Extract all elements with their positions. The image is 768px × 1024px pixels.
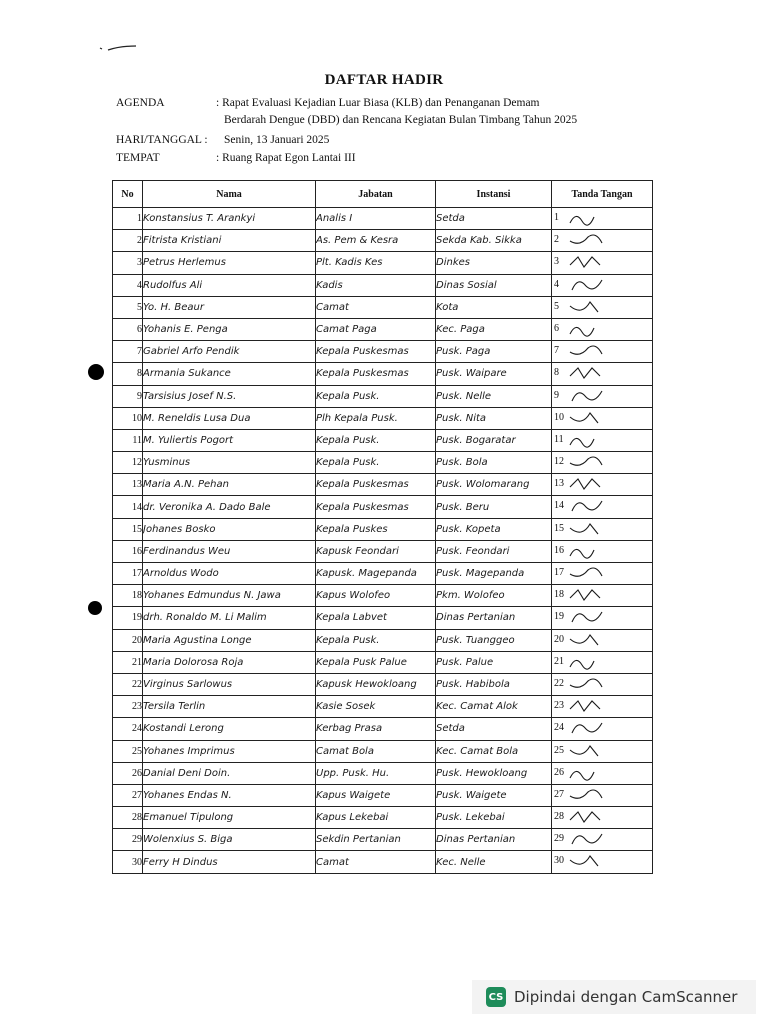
row-jabatan: Kapusk. Magepanda <box>316 563 436 585</box>
row-number: 16 <box>113 540 143 562</box>
document-title: DAFTAR HADIR <box>324 72 444 88</box>
row-jabatan: Camat Bola <box>316 740 436 762</box>
handwritten-signature <box>568 564 618 583</box>
row-signature <box>552 563 653 585</box>
row-nama: Virginus Sarlowus <box>143 673 316 695</box>
signature-number: 27 <box>554 788 564 800</box>
row-jabatan: Upp. Pusk. Hu. <box>316 762 436 784</box>
signature-number: 21 <box>554 655 564 667</box>
row-signature <box>552 208 653 230</box>
row-jabatan: Camat <box>316 851 436 873</box>
handwritten-signature <box>568 409 618 428</box>
table-row <box>113 540 653 562</box>
row-signature <box>552 230 653 252</box>
row-nama: Tersila Terlin <box>143 696 316 718</box>
handwritten-signature <box>568 320 618 339</box>
row-instansi: Pusk. Lekebai <box>436 807 552 829</box>
row-jabatan: Sekdin Pertanian <box>316 829 436 851</box>
row-number: 21 <box>113 651 143 673</box>
row-signature <box>552 341 653 363</box>
handwritten-signature <box>568 719 618 738</box>
table-row <box>113 274 653 296</box>
handwritten-signature <box>568 276 618 295</box>
row-jabatan: Kepala Pusk. <box>316 629 436 651</box>
signature-number: 4 <box>554 278 559 290</box>
table-row <box>113 208 653 230</box>
signature-number: 28 <box>554 811 564 823</box>
handwritten-signature <box>568 497 618 516</box>
signature-number: 5 <box>554 300 559 312</box>
row-nama: Yohanes Edmundus N. Jawa <box>143 585 316 607</box>
signature-number: 26 <box>554 766 564 778</box>
row-nama: Yusminus <box>143 452 316 474</box>
row-nama: M. Yuliertis Pogort <box>143 429 316 451</box>
row-jabatan: Kepala Puskesmas <box>316 496 436 518</box>
signature-number: 2 <box>554 234 559 246</box>
row-nama: Danial Deni Doin. <box>143 762 316 784</box>
row-number: 4 <box>113 274 143 296</box>
handwritten-signature <box>568 608 618 627</box>
row-nama: Konstansius T. Arankyi <box>143 208 316 230</box>
row-nama: Arnoldus Wodo <box>143 563 316 585</box>
header-instansi: Instansi <box>436 181 552 208</box>
row-nama: Emanuel Tipulong <box>143 807 316 829</box>
row-instansi: Setda <box>436 718 552 740</box>
row-signature <box>552 518 653 540</box>
row-jabatan: Kepala Puskesmas <box>316 363 436 385</box>
row-instansi: Pusk. Bogaratar <box>436 429 552 451</box>
place-value: : Ruang Rapat Egon Lantai III <box>216 152 356 164</box>
row-number: 18 <box>113 585 143 607</box>
row-nama: Ferdinandus Weu <box>143 540 316 562</box>
handwritten-signature <box>568 209 618 228</box>
row-signature <box>552 673 653 695</box>
row-number: 22 <box>113 673 143 695</box>
row-number: 23 <box>113 696 143 718</box>
table-row <box>113 518 653 540</box>
row-jabatan: Kadis <box>316 274 436 296</box>
row-signature <box>552 296 653 318</box>
row-instansi: Kec. Nelle <box>436 851 552 873</box>
row-jabatan: Kapus Lekebai <box>316 807 436 829</box>
row-instansi: Dinas Pertanian <box>436 829 552 851</box>
row-nama: Gabriel Arfo Pendik <box>143 341 316 363</box>
header-nama: Nama <box>143 181 316 208</box>
header-jabatan: Jabatan <box>316 181 436 208</box>
row-jabatan: Kapusk Hewokloang <box>316 673 436 695</box>
handwritten-signature <box>568 364 618 383</box>
handwritten-signature <box>568 586 618 605</box>
handwritten-signature <box>568 830 618 849</box>
signature-number: 11 <box>554 433 564 445</box>
row-number: 28 <box>113 807 143 829</box>
row-instansi: Pusk. Kopeta <box>436 518 552 540</box>
signature-number: 14 <box>554 500 564 512</box>
row-jabatan: Camat Paga <box>316 318 436 340</box>
row-instansi: Pusk. Nelle <box>436 385 552 407</box>
row-signature <box>552 452 653 474</box>
row-instansi: Setda <box>436 208 552 230</box>
row-signature <box>552 696 653 718</box>
table-row <box>113 407 653 429</box>
signature-number: 29 <box>554 833 564 845</box>
date-label: HARI/TANGGAL : <box>116 134 208 146</box>
table-row <box>113 363 653 385</box>
handwritten-signature <box>568 786 618 805</box>
signature-number: 3 <box>554 256 559 268</box>
camscanner-label: Dipindai dengan CamScanner <box>514 988 738 1006</box>
agenda-label: AGENDA <box>116 97 165 109</box>
row-number: 17 <box>113 563 143 585</box>
table-row <box>113 341 653 363</box>
agenda-line1: : Rapat Evaluasi Kejadian Luar Biasa (KLB) dan Penanganan Demam <box>216 97 540 109</box>
row-nama: Tarsisius Josef N.S. <box>143 385 316 407</box>
row-nama: Rudolfus Ali <box>143 274 316 296</box>
row-number: 27 <box>113 784 143 806</box>
row-signature <box>552 274 653 296</box>
row-number: 8 <box>113 363 143 385</box>
row-jabatan: Kepala Pusk Palue <box>316 651 436 673</box>
signature-number: 1 <box>554 212 559 223</box>
row-number: 5 <box>113 296 143 318</box>
row-signature <box>552 385 653 407</box>
row-signature <box>552 363 653 385</box>
agenda-line2: Berdarah Dengue (DBD) dan Rencana Kegiatan Bulan Timbang Tahun 2025 <box>224 114 578 126</box>
row-signature <box>552 496 653 518</box>
row-signature <box>552 407 653 429</box>
table-header-row <box>113 181 653 208</box>
row-jabatan: Kasie Sosek <box>316 696 436 718</box>
row-instansi: Pusk. Tuanggeo <box>436 629 552 651</box>
row-instansi: Pusk. Waipare <box>436 363 552 385</box>
signature-number: 25 <box>554 744 564 756</box>
row-instansi: Pusk. Wolomarang <box>436 474 552 496</box>
row-jabatan: Kapus Waigete <box>316 784 436 806</box>
row-number: 13 <box>113 474 143 496</box>
row-instansi: Pusk. Paga <box>436 341 552 363</box>
row-signature <box>552 252 653 274</box>
signature-number: 30 <box>554 855 564 867</box>
handwritten-signature <box>568 542 618 561</box>
row-signature <box>552 318 653 340</box>
signature-number: 16 <box>554 544 564 556</box>
row-signature <box>552 784 653 806</box>
table-row <box>113 851 653 873</box>
table-row <box>113 474 653 496</box>
row-nama: Fitrista Kristiani <box>143 230 316 252</box>
camscanner-watermark <box>472 980 756 1014</box>
handwritten-signature <box>568 342 618 361</box>
signature-number: 23 <box>554 700 564 712</box>
table-row <box>113 585 653 607</box>
table-row <box>113 230 653 252</box>
table-row <box>113 651 653 673</box>
row-instansi: Dinkes <box>436 252 552 274</box>
row-number: 14 <box>113 496 143 518</box>
row-instansi: Pusk. Habibola <box>436 673 552 695</box>
row-signature <box>552 740 653 762</box>
row-nama: dr. Veronika A. Dado Bale <box>143 496 316 518</box>
signature-number: 9 <box>554 389 559 401</box>
row-instansi: Pusk. Magepanda <box>436 563 552 585</box>
row-nama: Armania Sukance <box>143 363 316 385</box>
handwritten-signature <box>568 231 618 250</box>
row-instansi: Pusk. Waigete <box>436 784 552 806</box>
row-signature <box>552 474 653 496</box>
handwritten-signature <box>568 631 618 650</box>
row-instansi: Kota <box>436 296 552 318</box>
signature-number: 24 <box>554 722 564 734</box>
hole-punch-mark <box>88 601 102 615</box>
handwritten-signature <box>568 387 618 406</box>
row-instansi: Pkm. Wolofeo <box>436 585 552 607</box>
row-jabatan: Kepala Puskesmas <box>316 474 436 496</box>
row-nama: Johanes Bosko <box>143 518 316 540</box>
pen-mark-scribble <box>98 43 142 55</box>
row-jabatan: Kepala Labvet <box>316 607 436 629</box>
handwritten-signature <box>568 742 618 761</box>
row-nama: Yohanes Imprimus <box>143 740 316 762</box>
row-number: 30 <box>113 851 143 873</box>
row-nama: Wolenxius S. Biga <box>143 829 316 851</box>
hole-punch-mark <box>88 364 104 380</box>
handwritten-signature <box>568 453 618 472</box>
row-signature <box>552 762 653 784</box>
table-row <box>113 452 653 474</box>
row-instansi: Pusk. Hewokloang <box>436 762 552 784</box>
attendance-table <box>112 180 653 874</box>
row-signature <box>552 829 653 851</box>
row-signature <box>552 807 653 829</box>
row-jabatan: Kepala Puskesmas <box>316 341 436 363</box>
row-number: 24 <box>113 718 143 740</box>
row-signature <box>552 429 653 451</box>
row-number: 7 <box>113 341 143 363</box>
row-instansi: Kec. Camat Alok <box>436 696 552 718</box>
table-row <box>113 629 653 651</box>
table-row <box>113 496 653 518</box>
row-nama: Yo. H. Beaur <box>143 296 316 318</box>
handwritten-signature <box>568 475 618 494</box>
handwritten-signature <box>568 253 618 272</box>
row-instansi: Kec. Camat Bola <box>436 740 552 762</box>
signature-number: 20 <box>554 633 564 645</box>
signature-number: 17 <box>554 567 564 578</box>
row-instansi: Pusk. Beru <box>436 496 552 518</box>
row-number: 6 <box>113 318 143 340</box>
handwritten-signature <box>568 520 618 539</box>
signature-number: 8 <box>554 367 559 379</box>
row-jabatan: Kepala Pusk. <box>316 385 436 407</box>
row-jabatan: Plt. Kadis Kes <box>316 252 436 274</box>
signature-number: 15 <box>554 522 564 534</box>
row-nama: drh. Ronaldo M. Li Malim <box>143 607 316 629</box>
row-nama: Kostandi Lerong <box>143 718 316 740</box>
table-row <box>113 807 653 829</box>
row-number: 12 <box>113 452 143 474</box>
row-number: 26 <box>113 762 143 784</box>
row-nama: Maria Agustina Longe <box>143 629 316 651</box>
header-no: No <box>113 181 143 208</box>
row-nama: Maria Dolorosa Roja <box>143 651 316 673</box>
handwritten-signature <box>568 431 618 450</box>
table-row <box>113 607 653 629</box>
row-signature <box>552 851 653 873</box>
row-number: 25 <box>113 740 143 762</box>
row-nama: Ferry H Dindus <box>143 851 316 873</box>
table-row <box>113 563 653 585</box>
row-instansi: Sekda Kab. Sikka <box>436 230 552 252</box>
row-nama: M. Reneldis Lusa Dua <box>143 407 316 429</box>
row-number: 3 <box>113 252 143 274</box>
row-number: 15 <box>113 518 143 540</box>
row-instansi: Dinas Pertanian <box>436 607 552 629</box>
signature-number: 18 <box>554 589 564 601</box>
row-jabatan: Kepala Pusk. <box>316 429 436 451</box>
row-nama: Yohanis E. Penga <box>143 318 316 340</box>
row-number: 10 <box>113 407 143 429</box>
row-number: 1 <box>113 208 143 230</box>
row-number: 2 <box>113 230 143 252</box>
row-jabatan: Kapusk Feondari <box>316 540 436 562</box>
signature-number: 7 <box>554 345 559 357</box>
signature-number: 10 <box>554 411 564 423</box>
row-signature <box>552 718 653 740</box>
row-instansi: Dinas Sosial <box>436 274 552 296</box>
row-instansi: Pusk. Palue <box>436 651 552 673</box>
table-row <box>113 385 653 407</box>
handwritten-signature <box>568 653 618 672</box>
row-jabatan: Kerbag Prasa <box>316 718 436 740</box>
table-row <box>113 784 653 806</box>
table-row <box>113 762 653 784</box>
signature-number: 13 <box>554 478 564 490</box>
date-value: Senin, 13 Januari 2025 <box>224 134 330 146</box>
signature-number: 12 <box>554 456 564 468</box>
table-row <box>113 718 653 740</box>
header-tanda-tangan: Tanda Tangan <box>552 181 653 208</box>
row-jabatan: As. Pem & Kesra <box>316 230 436 252</box>
row-jabatan: Kepala Puskes <box>316 518 436 540</box>
row-number: 9 <box>113 385 143 407</box>
camscanner-logo-icon: CS <box>486 987 506 1007</box>
row-jabatan: Camat <box>316 296 436 318</box>
row-instansi: Pusk. Bola <box>436 452 552 474</box>
signature-number: 22 <box>554 677 564 689</box>
row-jabatan: Kapus Wolofeo <box>316 585 436 607</box>
row-nama: Maria A.N. Pehan <box>143 474 316 496</box>
row-number: 11 <box>113 429 143 451</box>
table-row <box>113 318 653 340</box>
handwritten-signature <box>568 764 618 783</box>
row-number: 29 <box>113 829 143 851</box>
row-signature <box>552 607 653 629</box>
row-nama: Petrus Herlemus <box>143 252 316 274</box>
row-jabatan: Kepala Pusk. <box>316 452 436 474</box>
row-number: 19 <box>113 607 143 629</box>
table-row <box>113 829 653 851</box>
handwritten-signature <box>568 697 618 716</box>
row-instansi: Kec. Paga <box>436 318 552 340</box>
row-nama: Yohanes Endas N. <box>143 784 316 806</box>
table-row <box>113 429 653 451</box>
table-row <box>113 696 653 718</box>
signature-number: 19 <box>554 611 564 623</box>
row-jabatan: Plh Kepala Pusk. <box>316 407 436 429</box>
table-row <box>113 296 653 318</box>
row-instansi: Pusk. Nita <box>436 407 552 429</box>
row-jabatan: Analis I <box>316 208 436 230</box>
place-label: TEMPAT <box>116 152 160 164</box>
table-row <box>113 740 653 762</box>
handwritten-signature <box>568 298 618 317</box>
handwritten-signature <box>568 675 618 694</box>
row-instansi: Pusk. Feondari <box>436 540 552 562</box>
handwritten-signature <box>568 852 618 871</box>
table-row <box>113 673 653 695</box>
row-signature <box>552 585 653 607</box>
table-row <box>113 252 653 274</box>
handwritten-signature <box>568 808 618 827</box>
row-signature <box>552 629 653 651</box>
row-signature <box>552 651 653 673</box>
row-number: 20 <box>113 629 143 651</box>
row-signature <box>552 540 653 562</box>
signature-number: 6 <box>554 322 559 334</box>
